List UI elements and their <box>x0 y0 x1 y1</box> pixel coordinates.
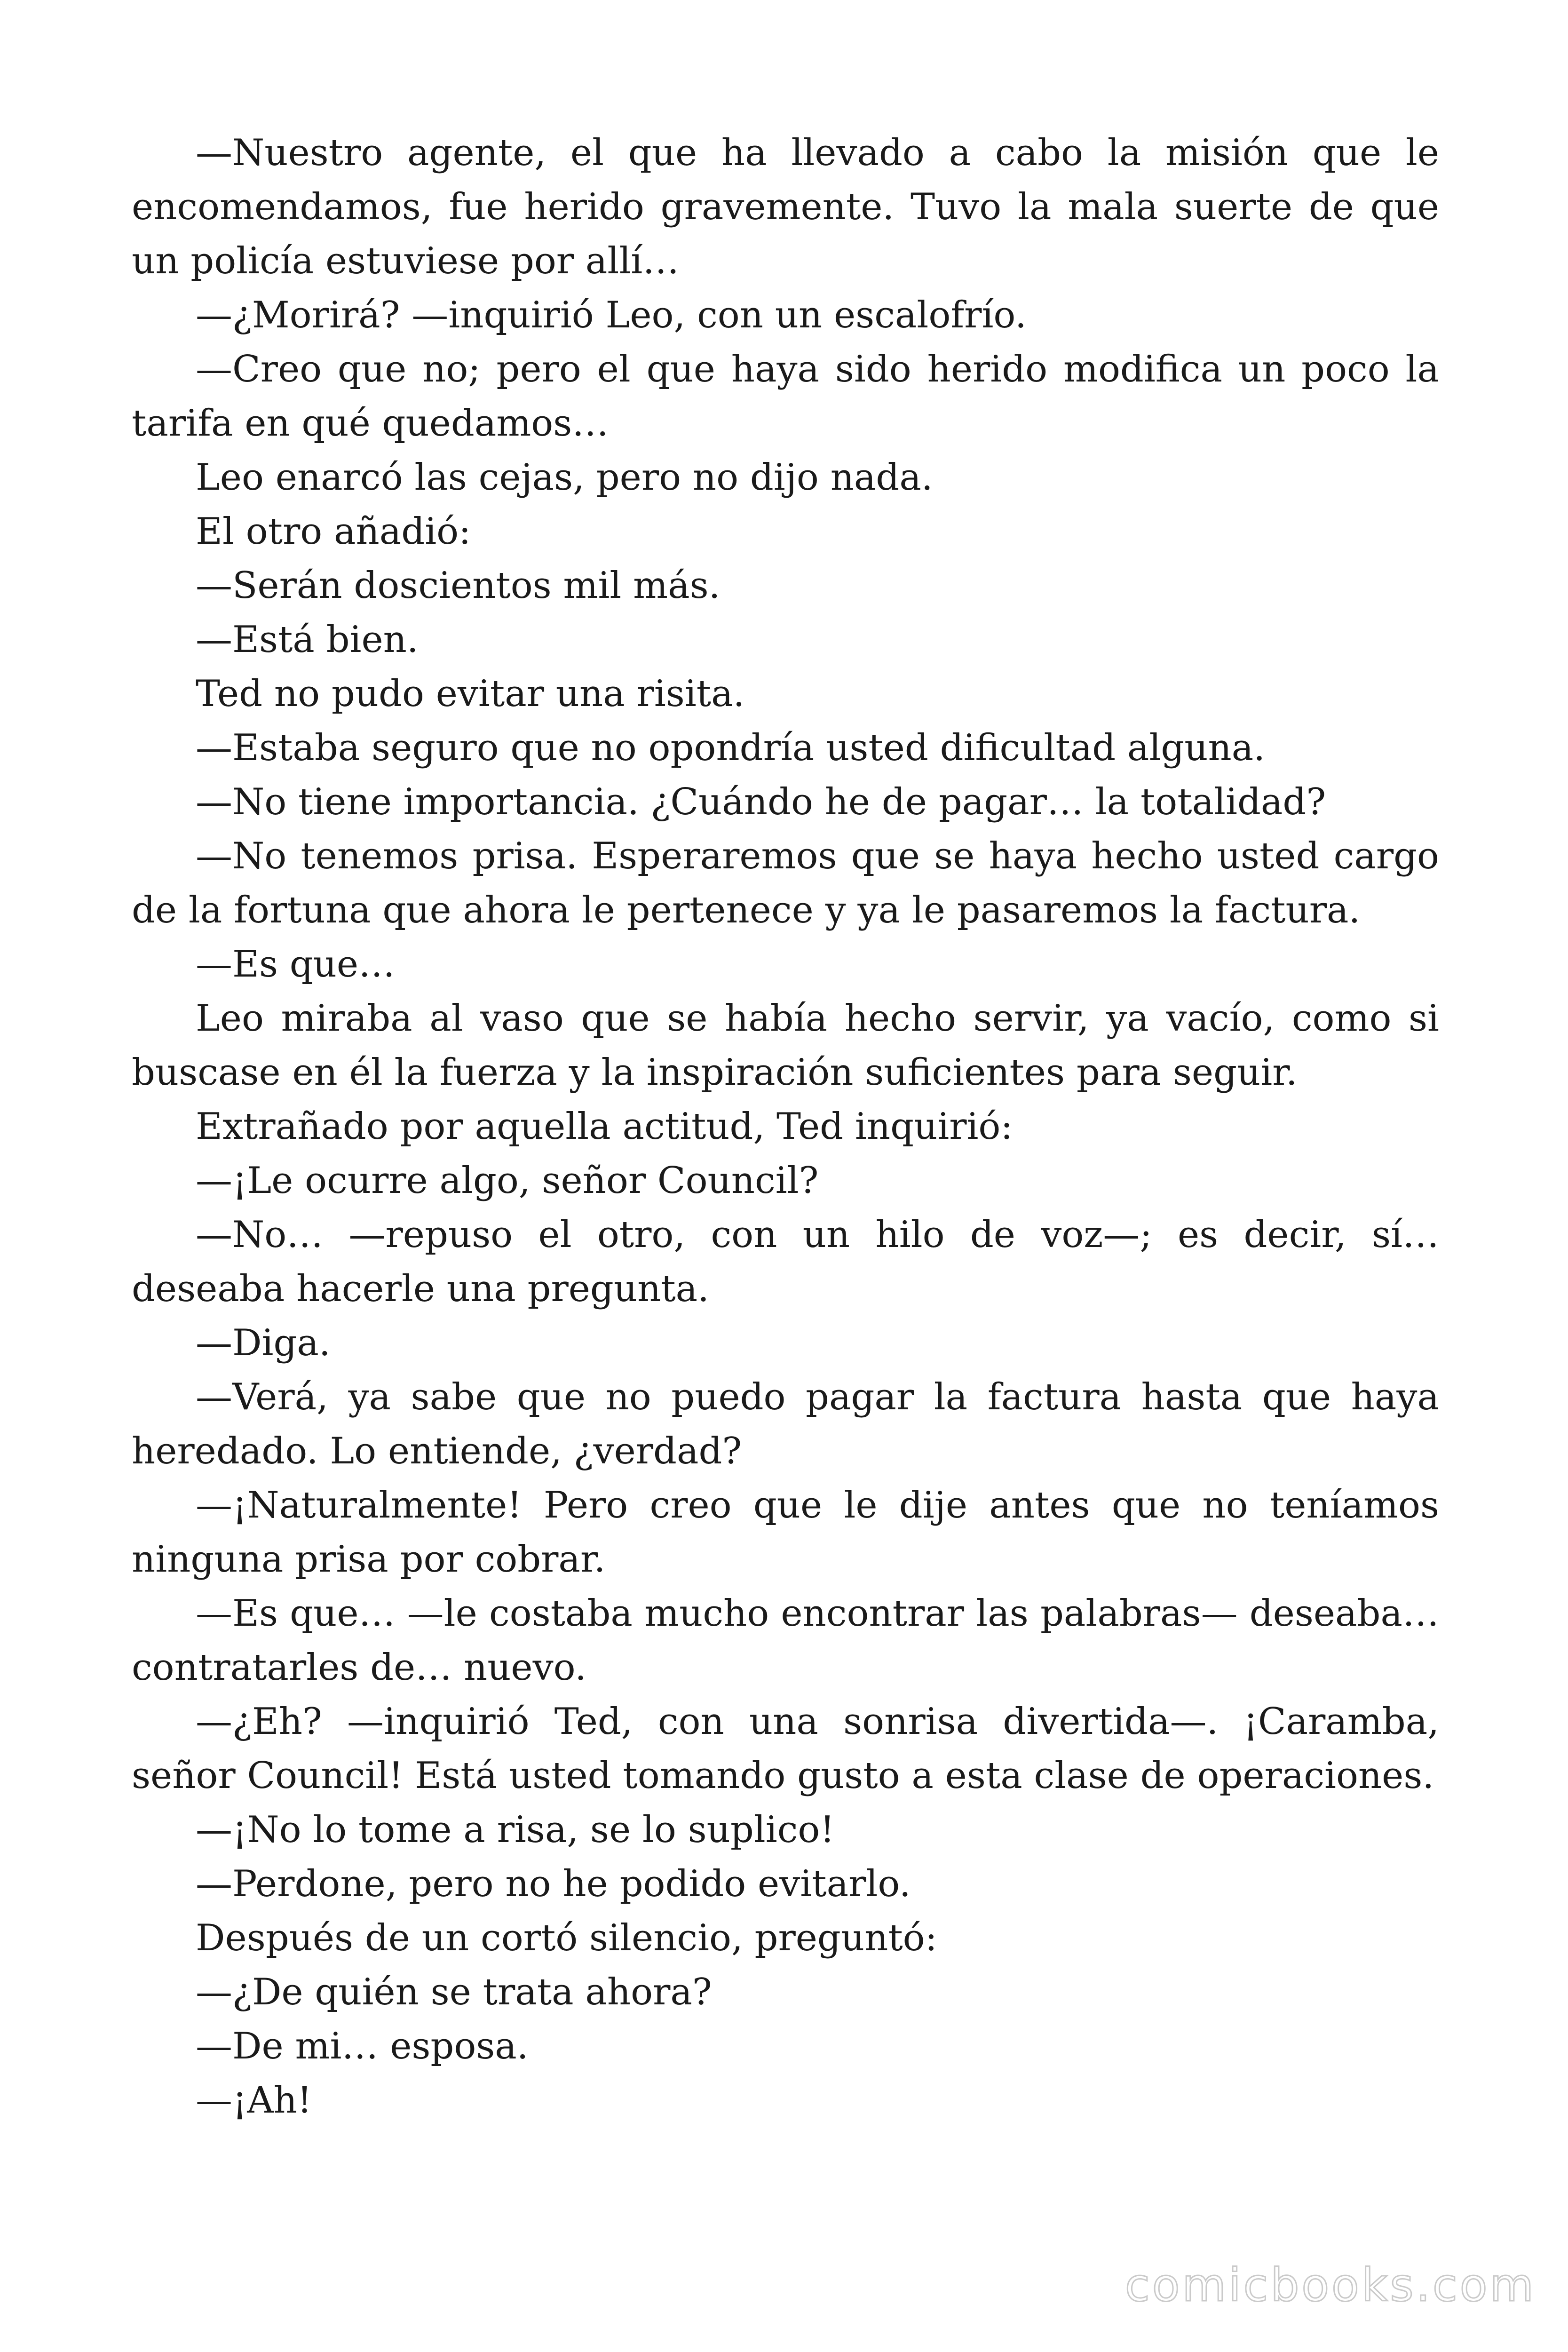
paragraph: —No tiene importancia. ¿Cuándo he de pagar… la totalidad? <box>196 781 1326 823</box>
paragraph: Extrañado por aquella actitud, Ted inquirió: <box>196 1105 1013 1148</box>
paragraph: —No tenemos prisa. Esperaremos que se haya hecho usted cargo de la fortuna que ahora le pertenece y ya le pasaremos la factura. <box>132 835 1439 931</box>
paragraph: —Es que… —le costaba mucho encontrar las palabras— deseaba… contratarles de… nuevo. <box>132 1592 1439 1689</box>
paragraph: —¿Morirá? —inquirió Leo, con un escalofrío. <box>196 294 1027 336</box>
paragraph: —¡Naturalmente! Pero creo que le dije antes que no teníamos ninguna prisa por cobrar. <box>132 1484 1439 1581</box>
paragraph: Leo enarcó las cejas, pero no dijo nada. <box>196 456 933 499</box>
paragraph: —¡No lo tome a risa, se lo suplico! <box>196 1809 835 1851</box>
paragraph: —Está bien. <box>196 619 419 661</box>
paragraph: —Creo que no; pero el que haya sido herido modifica un poco la tarifa en qué quedamos… <box>132 348 1439 445</box>
body-text <box>132 126 1439 2128</box>
paragraph: —Serán doscientos mil más. <box>196 564 721 607</box>
paragraph: —¡Le ocurre algo, señor Council? <box>196 1160 819 1202</box>
paragraph: —Verá, ya sabe que no puedo pagar la factura hasta que haya heredado. Lo entiende, ¿verdad? <box>132 1376 1439 1472</box>
paragraph: Ted no pudo evitar una risita. <box>196 673 745 715</box>
paragraph: —¿Eh? —inquirió Ted, con una sonrisa divertida—. ¡Caramba, señor Council! Está usted tomando gusto a esta clase de operaciones. <box>132 1700 1439 1797</box>
paragraph: —Es que… <box>196 943 396 985</box>
paragraph: —¡Ah! <box>196 2079 312 2122</box>
paragraph: —Diga. <box>196 1322 331 1364</box>
paragraph: —Estaba seguro que no opondría usted dificultad alguna. <box>196 727 1266 769</box>
paragraph: —Perdone, pero no he podido evitarlo. <box>196 1863 911 1905</box>
paragraph: El otro añadió: <box>196 510 471 553</box>
paragraph: —Nuestro agente, el que ha llevado a cabo la misión que le encomendamos, fue herido gravemente. Tuvo la mala suerte de que un policía estuviese por allí… <box>132 132 1439 282</box>
watermark: comicbooks.com <box>1125 2259 1536 2312</box>
paragraph: —No… —repuso el otro, con un hilo de voz—; es decir, sí… deseaba hacerle una pregunta. <box>132 1214 1439 1310</box>
paragraph: Leo miraba al vaso que se había hecho servir, ya vacío, como si buscase en él la fuerza y la inspiración suficientes para seguir. <box>132 997 1439 1094</box>
paragraph: Después de un cortó silencio, preguntó: <box>196 1917 937 1959</box>
paragraph: —De mi… esposa. <box>196 2025 529 2067</box>
paragraph: —¿De quién se trata ahora? <box>196 1971 712 2013</box>
